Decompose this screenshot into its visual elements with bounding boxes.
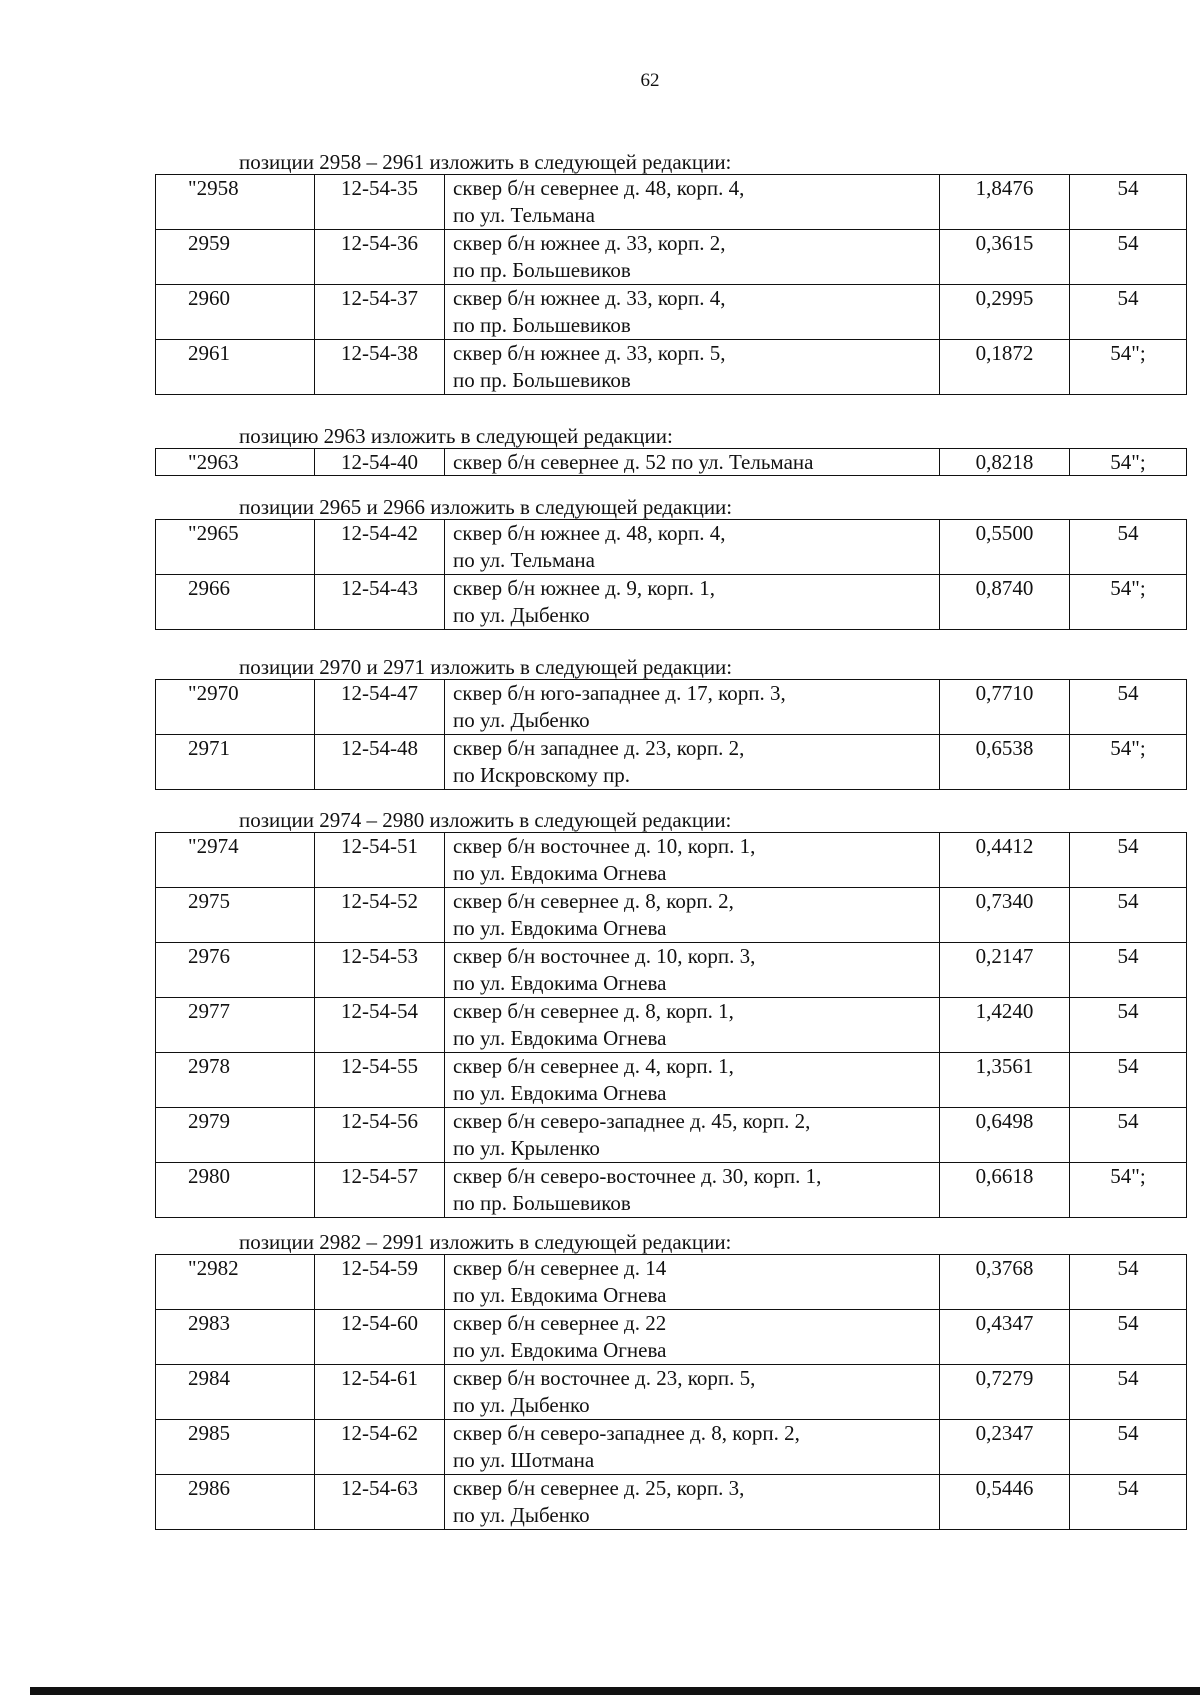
description-line: по ул. Крыленко <box>453 1136 600 1160</box>
description-line: сквер б/н севернее д. 25, корп. 3, <box>453 1476 745 1500</box>
object-description <box>445 1420 940 1475</box>
position-number: 2978 <box>156 1053 315 1108</box>
description-line: сквер б/н северо-западнее д. 45, корп. 2, <box>453 1109 811 1133</box>
object-description <box>445 680 940 735</box>
table-row <box>156 520 1187 575</box>
position-number: 2984 <box>156 1365 315 1420</box>
table-row <box>156 1163 1187 1218</box>
object-description <box>445 888 940 943</box>
table-row <box>156 575 1187 630</box>
description-line: сквер б/н южнее д. 33, корп. 2, <box>453 231 726 255</box>
position-number: 2960 <box>156 285 315 340</box>
description-line: сквер б/н севернее д. 22 <box>453 1311 667 1335</box>
object-code: 12-54-36 <box>315 230 445 285</box>
area-value: 0,1872 <box>940 340 1070 395</box>
table-row <box>156 943 1187 998</box>
description-line: по ул. Дыбенко <box>453 1503 590 1527</box>
position-number: 2976 <box>156 943 315 998</box>
zone-code: 54 <box>1070 833 1187 888</box>
area-value: 1,3561 <box>940 1053 1070 1108</box>
area-value: 0,6498 <box>940 1108 1070 1163</box>
positions-table <box>155 174 1187 395</box>
table-row <box>156 680 1187 735</box>
zone-code: 54 <box>1070 1365 1187 1420</box>
object-description <box>445 230 940 285</box>
object-description <box>445 449 940 476</box>
description-line: по ул. Евдокима Огнева <box>453 1081 667 1105</box>
zone-code: 54"; <box>1070 735 1187 790</box>
position-number: "2963 <box>156 449 315 476</box>
table-row <box>156 1475 1187 1530</box>
position-number: 2980 <box>156 1163 315 1218</box>
object-code: 12-54-48 <box>315 735 445 790</box>
table-row <box>156 340 1187 395</box>
zone-code: 54 <box>1070 943 1187 998</box>
description-line: сквер б/н севернее д. 4, корп. 1, <box>453 1054 734 1078</box>
positions-table <box>155 1254 1187 1530</box>
amendment-section <box>155 655 1146 790</box>
description-line: сквер б/н юго-западнее д. 17, корп. 3, <box>453 681 786 705</box>
object-code: 12-54-57 <box>315 1163 445 1218</box>
section-caption: позиции 2970 и 2971 изложить в следующей редакции: <box>239 655 733 679</box>
table-row <box>156 285 1187 340</box>
description-line: сквер б/н южнее д. 9, корп. 1, <box>453 576 716 600</box>
description-line: сквер б/н севернее д. 8, корп. 2, <box>453 889 734 913</box>
object-code: 12-54-35 <box>315 175 445 230</box>
description-line: сквер б/н западнее д. 23, корп. 2, <box>453 736 745 760</box>
description-line: сквер б/н севернее д. 8, корп. 1, <box>453 999 734 1023</box>
position-number: "2982 <box>156 1255 315 1310</box>
zone-code: 54 <box>1070 520 1187 575</box>
object-description <box>445 1108 940 1163</box>
zone-code: 54 <box>1070 175 1187 230</box>
table-row <box>156 888 1187 943</box>
zone-code: 54 <box>1070 680 1187 735</box>
description-line: сквер б/н севернее д. 52 по ул. Тельмана <box>453 450 814 474</box>
description-line: по ул. Тельмана <box>453 203 595 227</box>
table-row <box>156 449 1187 476</box>
description-line: сквер б/н северо-восточнее д. 30, корп. 1, <box>453 1164 822 1188</box>
object-code: 12-54-55 <box>315 1053 445 1108</box>
area-value: 0,6538 <box>940 735 1070 790</box>
object-code: 12-54-62 <box>315 1420 445 1475</box>
object-code: 12-54-47 <box>315 680 445 735</box>
position-number: "2974 <box>156 833 315 888</box>
amendment-section <box>155 424 1146 476</box>
description-line: по ул. Шотмана <box>453 1448 595 1472</box>
description-line: сквер б/н восточнее д. 10, корп. 3, <box>453 944 756 968</box>
amendment-section <box>155 1230 1141 1530</box>
area-value: 0,6618 <box>940 1163 1070 1218</box>
area-value: 1,8476 <box>940 175 1070 230</box>
object-description <box>445 340 940 395</box>
object-code: 12-54-43 <box>315 575 445 630</box>
object-code: 12-54-56 <box>315 1108 445 1163</box>
zone-code: 54 <box>1070 1420 1187 1475</box>
position-number: 2959 <box>156 230 315 285</box>
position-number: 2983 <box>156 1310 315 1365</box>
description-line: по ул. Дыбенко <box>453 1393 590 1417</box>
zone-code: 54"; <box>1070 449 1187 476</box>
table-row <box>156 1255 1187 1310</box>
table-row <box>156 175 1187 230</box>
description-line: сквер б/н южнее д. 48, корп. 4, <box>453 521 726 545</box>
object-description <box>445 1475 940 1530</box>
description-line: сквер б/н севернее д. 48, корп. 4, <box>453 176 745 200</box>
object-description <box>445 1163 940 1218</box>
description-line: по ул. Тельмана <box>453 548 595 572</box>
position-number: 2961 <box>156 340 315 395</box>
position-number: 2986 <box>156 1475 315 1530</box>
amendment-section <box>155 808 1146 1218</box>
positions-table <box>155 832 1187 1218</box>
zone-code: 54 <box>1070 1053 1187 1108</box>
position-number: 2966 <box>156 575 315 630</box>
position-number: "2970 <box>156 680 315 735</box>
table-row <box>156 998 1187 1053</box>
description-line: по ул. Дыбенко <box>453 708 590 732</box>
description-line: по пр. Большевиков <box>453 368 631 392</box>
object-code: 12-54-61 <box>315 1365 445 1420</box>
description-line: сквер б/н восточнее д. 10, корп. 1, <box>453 834 756 858</box>
section-caption: позиции 2965 и 2966 изложить в следующей редакции: <box>239 495 733 519</box>
zone-code: 54 <box>1070 230 1187 285</box>
object-code: 12-54-37 <box>315 285 445 340</box>
table-row <box>156 1053 1187 1108</box>
description-line: по Искровскому пр. <box>453 763 631 787</box>
description-line: по пр. Большевиков <box>453 258 631 282</box>
description-line: по ул. Евдокима Огнева <box>453 1026 667 1050</box>
position-number: 2975 <box>156 888 315 943</box>
section-caption: позиции 2982 – 2991 изложить в следующей редакции: <box>239 1230 732 1254</box>
position-number: 2977 <box>156 998 315 1053</box>
area-value: 0,3768 <box>940 1255 1070 1310</box>
description-line: по ул. Дыбенко <box>453 603 590 627</box>
description-line: по ул. Евдокима Огнева <box>453 916 667 940</box>
object-description <box>445 1053 940 1108</box>
area-value: 0,5446 <box>940 1475 1070 1530</box>
object-code: 12-54-53 <box>315 943 445 998</box>
amendment-section <box>155 495 1146 630</box>
area-value: 0,7340 <box>940 888 1070 943</box>
object-code: 12-54-52 <box>315 888 445 943</box>
table-row <box>156 833 1187 888</box>
object-description <box>445 833 940 888</box>
positions-table <box>155 679 1187 790</box>
object-code: 12-54-42 <box>315 520 445 575</box>
position-number: 2985 <box>156 1420 315 1475</box>
description-line: сквер б/н северо-западнее д. 8, корп. 2, <box>453 1421 800 1445</box>
object-description <box>445 175 940 230</box>
object-description <box>445 520 940 575</box>
zone-code: 54 <box>1070 998 1187 1053</box>
object-description <box>445 1255 940 1310</box>
zone-code: 54 <box>1070 1108 1187 1163</box>
area-value: 0,4412 <box>940 833 1070 888</box>
area-value: 0,5500 <box>940 520 1070 575</box>
description-line: по ул. Евдокима Огнева <box>453 971 667 995</box>
object-code: 12-54-40 <box>315 449 445 476</box>
area-value: 0,7279 <box>940 1365 1070 1420</box>
object-code: 12-54-51 <box>315 833 445 888</box>
area-value: 0,2347 <box>940 1420 1070 1475</box>
page-number: 62 <box>640 70 660 91</box>
table-row <box>156 1365 1187 1420</box>
object-code: 12-54-60 <box>315 1310 445 1365</box>
position-number: 2971 <box>156 735 315 790</box>
description-line: сквер б/н южнее д. 33, корп. 5, <box>453 341 726 365</box>
area-value: 1,4240 <box>940 998 1070 1053</box>
object-description <box>445 1365 940 1420</box>
area-value: 0,2147 <box>940 943 1070 998</box>
amendment-section <box>155 150 1146 395</box>
object-description <box>445 735 940 790</box>
zone-code: 54"; <box>1070 1163 1187 1218</box>
table-row <box>156 735 1187 790</box>
area-value: 0,7710 <box>940 680 1070 735</box>
area-value: 0,8740 <box>940 575 1070 630</box>
table-row <box>156 1108 1187 1163</box>
object-code: 12-54-63 <box>315 1475 445 1530</box>
scan-edge-rule <box>30 1687 1200 1695</box>
zone-code: 54"; <box>1070 340 1187 395</box>
description-line: по ул. Евдокима Огнева <box>453 861 667 885</box>
object-code: 12-54-59 <box>315 1255 445 1310</box>
zone-code: 54 <box>1070 1475 1187 1530</box>
section-caption: позиции 2958 – 2961 изложить в следующей редакции: <box>239 150 732 174</box>
area-value: 0,8218 <box>940 449 1070 476</box>
table-row <box>156 230 1187 285</box>
zone-code: 54"; <box>1070 575 1187 630</box>
zone-code: 54 <box>1070 1255 1187 1310</box>
area-value: 0,4347 <box>940 1310 1070 1365</box>
object-code: 12-54-38 <box>315 340 445 395</box>
object-code: 12-54-54 <box>315 998 445 1053</box>
description-line: сквер б/н восточнее д. 23, корп. 5, <box>453 1366 756 1390</box>
area-value: 0,3615 <box>940 230 1070 285</box>
position-number: 2979 <box>156 1108 315 1163</box>
description-line: сквер б/н южнее д. 33, корп. 4, <box>453 286 726 310</box>
object-description <box>445 998 940 1053</box>
table-row <box>156 1310 1187 1365</box>
positions-table <box>155 448 1187 476</box>
description-line: по пр. Большевиков <box>453 1191 631 1215</box>
positions-table <box>155 519 1187 630</box>
position-number: "2965 <box>156 520 315 575</box>
area-value: 0,2995 <box>940 285 1070 340</box>
object-description <box>445 575 940 630</box>
object-description <box>445 285 940 340</box>
section-caption: позиции 2974 – 2980 изложить в следующей редакции: <box>239 808 732 832</box>
object-description <box>445 943 940 998</box>
description-line: сквер б/н севернее д. 14 <box>453 1256 667 1280</box>
table-row <box>156 1420 1187 1475</box>
description-line: по ул. Евдокима Огнева <box>453 1338 667 1362</box>
zone-code: 54 <box>1070 1310 1187 1365</box>
object-description <box>445 1310 940 1365</box>
zone-code: 54 <box>1070 888 1187 943</box>
description-line: по ул. Евдокима Огнева <box>453 1283 667 1307</box>
zone-code: 54 <box>1070 285 1187 340</box>
position-number: "2958 <box>156 175 315 230</box>
description-line: по пр. Большевиков <box>453 313 631 337</box>
section-caption: позицию 2963 изложить в следующей редакции: <box>239 424 673 448</box>
